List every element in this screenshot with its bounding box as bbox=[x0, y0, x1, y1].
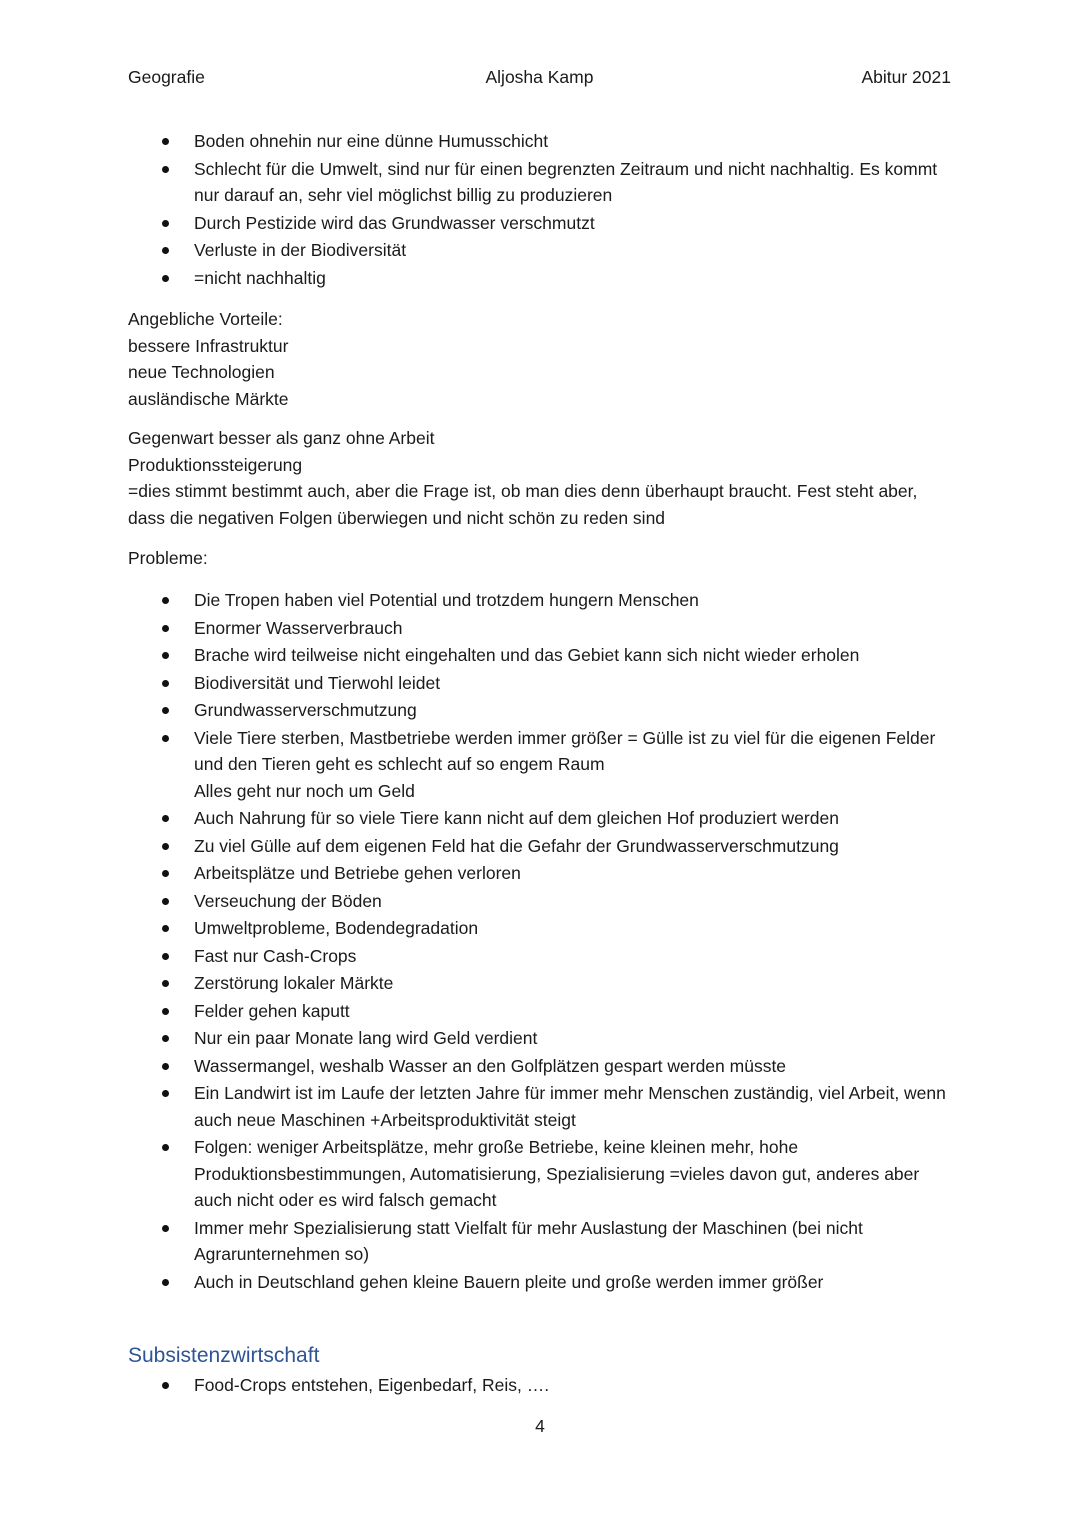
list-item: Zerstörung lokaler Märkte bbox=[128, 970, 958, 997]
list-item: Boden ohnehin nur eine dünne Humusschicht bbox=[128, 128, 958, 155]
vorteile-line: ausländische Märkte bbox=[128, 388, 289, 409]
vorteile-line: neue Technologien bbox=[128, 362, 275, 382]
list-item: Schlecht für die Umwelt, sind nur für einen begrenzten Zeitraum und nicht nachhaltig. Es kommt nur darauf an, sehr viel möglichst billig zu produzieren bbox=[128, 156, 958, 209]
probleme-heading-block bbox=[128, 545, 958, 572]
list-item: Auch in Deutschland gehen kleine Bauern pleite und große werden immer größer bbox=[128, 1269, 958, 1296]
list-item: Grundwasserverschmutzung bbox=[128, 697, 958, 724]
probleme-heading: Probleme: bbox=[128, 548, 208, 568]
page-number: 4 bbox=[535, 1416, 545, 1436]
gegenwart-line: =dies stimmt bestimmt auch, aber die Frage ist, ob man dies denn überhaupt braucht. Fest steht aber, dass die negativen Folgen überwiegen und nicht schön zu reden sind bbox=[128, 481, 918, 528]
vorteile-line: bessere Infrastruktur bbox=[128, 335, 289, 356]
list-item: Zu viel Gülle auf dem eigenen Feld hat die Gefahr der Grundwasserverschmutzung bbox=[128, 833, 958, 860]
list-item: Ein Landwirt ist im Laufe der letzten Jahre für immer mehr Menschen zuständig, viel Arbeit, wenn auch neue Maschinen +Arbeitsproduktivität steigt bbox=[128, 1080, 958, 1133]
list-item: Die Tropen haben viel Potential und trotzdem hungern Menschen bbox=[128, 587, 958, 614]
list-item: Verseuchung der Böden bbox=[128, 888, 958, 915]
header-subject: Geografie bbox=[128, 67, 205, 87]
list-item: Viele Tiere sterben, Mastbetriebe werden immer größer = Gülle ist zu viel für die eigenen Felder und den Tieren geht es schlecht auf so engem Raum Alles geht nur noch um Geld bbox=[128, 725, 958, 805]
list-item: Fast nur Cash-Crops bbox=[128, 943, 958, 970]
gegenwart-line: Gegenwart besser als ganz ohne Arbeit bbox=[128, 428, 435, 448]
header-exam: Abitur 2021 bbox=[861, 67, 951, 87]
list-item: =nicht nachhaltig bbox=[128, 265, 958, 292]
top-bullet-list bbox=[128, 128, 958, 291]
list-item: Brache wird teilweise nicht eingehalten und das Gebiet kann sich nicht wieder erholen bbox=[128, 642, 958, 669]
subsistenz-heading: Subsistenzwirtschaft bbox=[128, 1344, 320, 1367]
vorteile-section bbox=[128, 306, 958, 412]
list-item: Umweltprobleme, Bodendegradation bbox=[128, 915, 958, 942]
probleme-section bbox=[128, 587, 958, 1296]
list-item: Wassermangel, weshalb Wasser an den Golfplätzen gespart werden müsste bbox=[128, 1053, 958, 1080]
list-item: Folgen: weniger Arbeitsplätze, mehr große Betriebe, keine kleinen mehr, hohe Produktionsbestimmungen, Automatisierung, Spezialisierung =vieles davon gut, anderes aber auch nicht oder es wird falsch gemacht bbox=[128, 1134, 958, 1214]
list-item: Felder gehen kaputt bbox=[128, 998, 958, 1025]
subsistenz-section bbox=[128, 1372, 958, 1400]
top-bullet-section bbox=[128, 128, 958, 292]
gegenwart-line: Produktionssteigerung bbox=[128, 454, 303, 475]
list-item: Auch Nahrung für so viele Tiere kann nicht auf dem gleichen Hof produziert werden bbox=[128, 805, 958, 832]
list-item: Biodiversität und Tierwohl leidet bbox=[128, 670, 958, 697]
gegenwart-section bbox=[128, 425, 958, 531]
list-item: Food-Crops entstehen, Eigenbedarf, Reis, …. bbox=[128, 1372, 958, 1399]
list-item: Arbeitsplätze und Betriebe gehen verloren bbox=[128, 860, 958, 887]
page-header bbox=[128, 64, 951, 90]
list-item: Verluste in der Biodiversität bbox=[128, 237, 958, 264]
subsistenz-list bbox=[128, 1372, 958, 1399]
list-item: Nur ein paar Monate lang wird Geld verdient bbox=[128, 1025, 958, 1052]
list-item-continuation: Alles geht nur noch um Geld bbox=[194, 780, 415, 801]
vorteile-heading: Angebliche Vorteile: bbox=[128, 309, 283, 329]
header-author: Aljosha Kamp bbox=[485, 67, 594, 87]
probleme-list bbox=[128, 587, 958, 1295]
list-item: Durch Pestizide wird das Grundwasser verschmutzt bbox=[128, 210, 958, 237]
list-item: Immer mehr Spezialisierung statt Vielfalt für mehr Auslastung der Maschinen (bei nicht Agrarunternehmen so) bbox=[128, 1215, 958, 1268]
list-item: Enormer Wasserverbrauch bbox=[128, 615, 958, 642]
